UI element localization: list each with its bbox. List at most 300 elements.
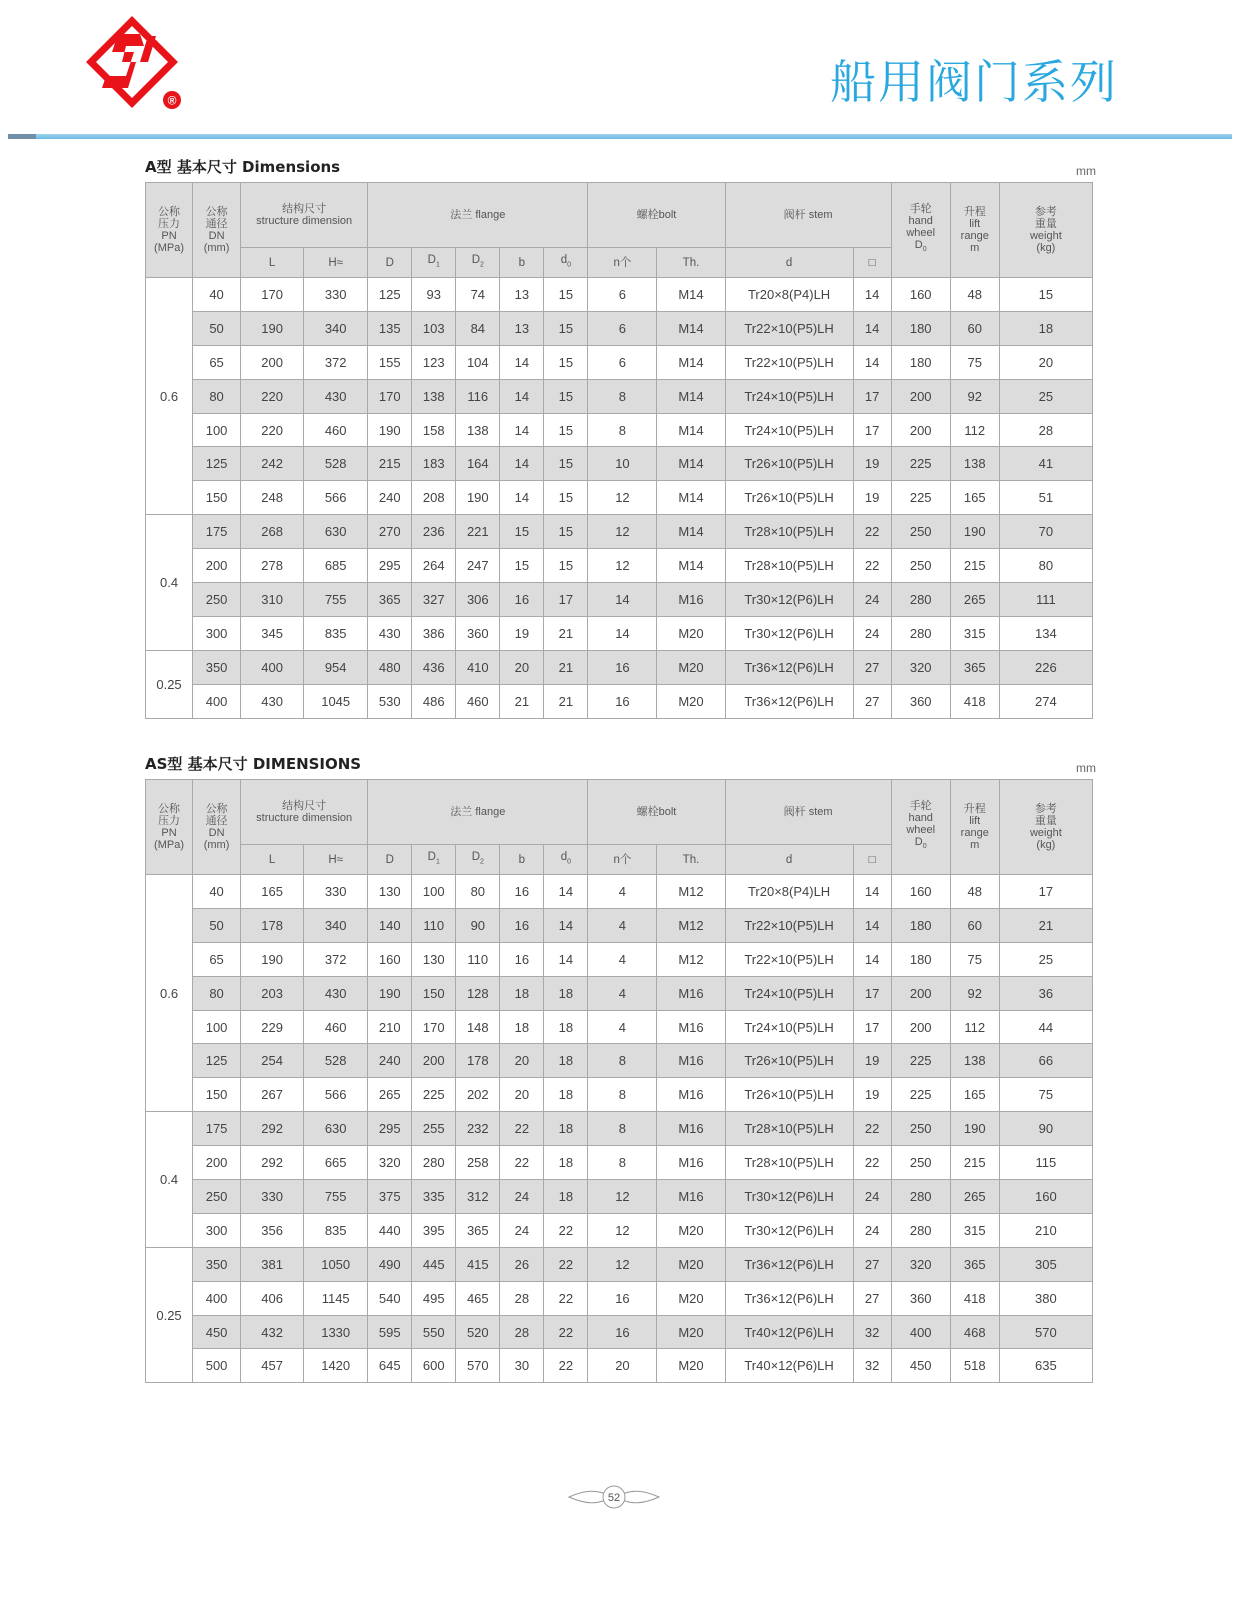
table-row <box>146 1044 1093 1078</box>
data-cell: 15 <box>544 413 588 447</box>
header-b: b <box>500 248 544 278</box>
data-cell: 365 <box>950 650 999 684</box>
data-cell: 365 <box>950 1247 999 1281</box>
data-cell: 36 <box>999 976 1092 1010</box>
data-cell: 200 <box>193 1146 241 1180</box>
data-cell: 48 <box>950 278 999 312</box>
header-pn: 公称 压力 PN (MPa) <box>146 183 193 278</box>
data-cell: 320 <box>891 1247 950 1281</box>
data-cell: Tr20×8(P4)LH <box>725 278 853 312</box>
header-bolt: 螺栓bolt <box>588 183 725 248</box>
data-cell: 40 <box>193 875 241 909</box>
data-cell: 330 <box>304 875 368 909</box>
data-cell: 22 <box>853 1112 891 1146</box>
data-cell: 305 <box>999 1247 1092 1281</box>
data-cell: 295 <box>368 549 412 583</box>
page-number: 52 <box>607 1492 621 1504</box>
data-cell: 16 <box>500 875 544 909</box>
header-D1: $D_1$ <box>412 845 456 875</box>
data-cell: Tr40×12(P6)LH <box>725 1315 853 1349</box>
header-th: Th. <box>657 248 725 278</box>
data-cell: 457 <box>241 1349 304 1383</box>
data-cell: M16 <box>657 1146 725 1180</box>
data-cell: M14 <box>657 481 725 515</box>
data-cell: 50 <box>193 908 241 942</box>
header-L: L <box>241 248 304 278</box>
data-cell: 200 <box>241 345 304 379</box>
data-cell: 150 <box>193 1078 241 1112</box>
data-cell: 80 <box>456 875 500 909</box>
data-cell: M14 <box>657 549 725 583</box>
data-cell: 381 <box>241 1247 304 1281</box>
data-cell: 14 <box>500 481 544 515</box>
data-cell: 19 <box>500 616 544 650</box>
data-cell: 14 <box>544 875 588 909</box>
data-cell: 220 <box>241 379 304 413</box>
data-cell: 26 <box>500 1247 544 1281</box>
data-cell: M14 <box>657 447 725 481</box>
data-cell: 180 <box>891 311 950 345</box>
data-cell: 160 <box>999 1180 1092 1214</box>
data-cell: 15 <box>500 549 544 583</box>
data-cell: M20 <box>657 1349 725 1383</box>
data-cell: 14 <box>500 447 544 481</box>
data-cell: 200 <box>193 549 241 583</box>
data-cell: 165 <box>950 481 999 515</box>
data-cell: 28 <box>500 1281 544 1315</box>
data-cell: 460 <box>304 1010 368 1044</box>
data-cell: 315 <box>950 1213 999 1247</box>
data-cell: 24 <box>853 616 891 650</box>
data-cell: 215 <box>368 447 412 481</box>
data-cell: 75 <box>950 345 999 379</box>
data-cell: 110 <box>412 908 456 942</box>
data-cell: 4 <box>588 942 657 976</box>
header-sq: □ <box>853 845 891 875</box>
data-cell: 75 <box>999 1078 1092 1112</box>
data-cell: 170 <box>241 278 304 312</box>
header-weight: 参考 重量 weight (kg) <box>999 780 1092 875</box>
data-cell: 84 <box>456 311 500 345</box>
data-cell: 1145 <box>304 1281 368 1315</box>
data-cell: 665 <box>304 1146 368 1180</box>
data-cell: 518 <box>950 1349 999 1383</box>
data-cell: 175 <box>193 1112 241 1146</box>
data-cell: Tr26×10(P5)LH <box>725 1044 853 1078</box>
data-cell: 16 <box>588 650 657 684</box>
data-cell: 138 <box>456 413 500 447</box>
data-cell: 300 <box>193 616 241 650</box>
data-cell: 15 <box>544 515 588 549</box>
data-cell: Tr40×12(P6)LH <box>725 1349 853 1383</box>
data-cell: 100 <box>193 413 241 447</box>
table-row <box>146 515 1093 549</box>
data-cell: 28 <box>500 1315 544 1349</box>
data-cell: 80 <box>999 549 1092 583</box>
data-cell: 350 <box>193 650 241 684</box>
data-cell: 360 <box>891 1281 950 1315</box>
data-cell: 274 <box>999 684 1092 718</box>
data-cell: 258 <box>456 1146 500 1180</box>
data-cell: 430 <box>241 684 304 718</box>
data-cell: 12 <box>588 549 657 583</box>
data-cell: 250 <box>891 515 950 549</box>
data-cell: 570 <box>456 1349 500 1383</box>
data-cell: 15 <box>544 278 588 312</box>
data-cell: 104 <box>456 345 500 379</box>
data-cell: 202 <box>456 1078 500 1112</box>
data-cell: 500 <box>193 1349 241 1383</box>
data-cell: M12 <box>657 875 725 909</box>
data-cell: Tr22×10(P5)LH <box>725 345 853 379</box>
data-cell: 530 <box>368 684 412 718</box>
data-cell: 440 <box>368 1213 412 1247</box>
data-cell: 22 <box>853 549 891 583</box>
data-cell: 8 <box>588 1146 657 1180</box>
data-cell: 465 <box>456 1281 500 1315</box>
data-cell: M20 <box>657 1281 725 1315</box>
data-cell: 19 <box>853 447 891 481</box>
data-cell: 14 <box>544 908 588 942</box>
data-cell: 140 <box>368 908 412 942</box>
table-row <box>146 976 1093 1010</box>
data-cell: 60 <box>950 908 999 942</box>
data-cell: 372 <box>304 942 368 976</box>
data-cell: Tr30×12(P6)LH <box>725 1180 853 1214</box>
data-cell: 170 <box>368 379 412 413</box>
data-cell: 112 <box>950 413 999 447</box>
header-H: H≈ <box>304 845 368 875</box>
data-cell: 24 <box>500 1213 544 1247</box>
data-cell: Tr22×10(P5)LH <box>725 908 853 942</box>
data-cell: 22 <box>853 1146 891 1180</box>
data-cell: 645 <box>368 1349 412 1383</box>
data-cell: Tr30×12(P6)LH <box>725 616 853 650</box>
table-row <box>146 650 1093 684</box>
data-cell: 248 <box>241 481 304 515</box>
data-cell: Tr36×12(P6)LH <box>725 650 853 684</box>
data-cell: 24 <box>853 1180 891 1214</box>
header-divider-accent <box>8 134 36 139</box>
data-cell: 19 <box>853 481 891 515</box>
data-cell: 18 <box>500 1010 544 1044</box>
data-cell: 410 <box>456 650 500 684</box>
data-cell: 406 <box>241 1281 304 1315</box>
data-cell: 550 <box>412 1315 456 1349</box>
data-cell: 240 <box>368 481 412 515</box>
data-cell: 450 <box>193 1315 241 1349</box>
header-dn: 公称 通径 DN (mm) <box>193 780 241 875</box>
data-cell: 10 <box>588 447 657 481</box>
table-row <box>146 684 1093 718</box>
data-cell: Tr36×12(P6)LH <box>725 1247 853 1281</box>
data-cell: 41 <box>999 447 1092 481</box>
table-row <box>146 311 1093 345</box>
data-cell: M16 <box>657 1180 725 1214</box>
data-cell: 70 <box>999 515 1092 549</box>
data-cell: 200 <box>412 1044 456 1078</box>
data-cell: 315 <box>950 616 999 650</box>
data-cell: 17 <box>853 1010 891 1044</box>
data-cell: 134 <box>999 616 1092 650</box>
data-cell: 178 <box>241 908 304 942</box>
data-cell: 450 <box>891 1349 950 1383</box>
pressure-cell: 0.4 <box>146 515 193 651</box>
header-dn: 公称 通径 DN (mm) <box>193 183 241 278</box>
data-cell: 430 <box>368 616 412 650</box>
table-row <box>146 1180 1093 1214</box>
data-cell: Tr26×10(P5)LH <box>725 447 853 481</box>
data-cell: 400 <box>193 1281 241 1315</box>
header-D2: $D_2$ <box>456 248 500 278</box>
data-cell: 203 <box>241 976 304 1010</box>
data-cell: 490 <box>368 1247 412 1281</box>
header-D1: $D_1$ <box>412 248 456 278</box>
data-cell: 17 <box>999 875 1092 909</box>
pressure-cell: 0.4 <box>146 1112 193 1248</box>
data-cell: 22 <box>544 1315 588 1349</box>
data-cell: 170 <box>412 1010 456 1044</box>
data-cell: 20 <box>500 1044 544 1078</box>
header-D: D <box>368 845 412 875</box>
data-cell: 20 <box>500 1078 544 1112</box>
data-cell: 436 <box>412 650 456 684</box>
data-cell: 28 <box>999 413 1092 447</box>
data-cell: 175 <box>193 515 241 549</box>
data-cell: 12 <box>588 1180 657 1214</box>
data-cell: 18 <box>544 1112 588 1146</box>
table-a-title: A型 基本尺寸 Dimensions <box>145 158 341 176</box>
data-cell: 148 <box>456 1010 500 1044</box>
data-cell: Tr30×12(P6)LH <box>725 583 853 617</box>
data-cell: 16 <box>500 583 544 617</box>
data-cell: 335 <box>412 1180 456 1214</box>
header-D: D <box>368 248 412 278</box>
data-cell: M20 <box>657 684 725 718</box>
data-cell: 138 <box>412 379 456 413</box>
data-cell: 14 <box>500 413 544 447</box>
data-cell: 160 <box>891 278 950 312</box>
table-as-unit: mm <box>1076 761 1096 775</box>
data-cell: 365 <box>368 583 412 617</box>
table-row <box>146 1281 1093 1315</box>
data-cell: 221 <box>456 515 500 549</box>
data-cell: 27 <box>853 650 891 684</box>
data-cell: 268 <box>241 515 304 549</box>
data-cell: 570 <box>999 1315 1092 1349</box>
data-cell: 240 <box>368 1044 412 1078</box>
data-cell: 685 <box>304 549 368 583</box>
data-cell: 13 <box>500 311 544 345</box>
data-cell: M14 <box>657 311 725 345</box>
data-cell: 75 <box>950 942 999 976</box>
data-cell: 365 <box>456 1213 500 1247</box>
data-cell: 12 <box>588 1213 657 1247</box>
pressure-cell: 0.6 <box>146 278 193 515</box>
data-cell: 115 <box>999 1146 1092 1180</box>
data-cell: 306 <box>456 583 500 617</box>
data-cell: M14 <box>657 515 725 549</box>
table-row <box>146 1112 1093 1146</box>
data-cell: 65 <box>193 345 241 379</box>
data-cell: 16 <box>588 1315 657 1349</box>
data-cell: 138 <box>950 1044 999 1078</box>
data-cell: 220 <box>241 413 304 447</box>
data-cell: 19 <box>853 1078 891 1112</box>
table-row <box>146 1010 1093 1044</box>
data-cell: 292 <box>241 1146 304 1180</box>
data-cell: 15 <box>544 345 588 379</box>
data-cell: 280 <box>891 616 950 650</box>
data-cell: 160 <box>368 942 412 976</box>
data-cell: 255 <box>412 1112 456 1146</box>
data-cell: Tr36×12(P6)LH <box>725 1281 853 1315</box>
data-cell: 190 <box>241 311 304 345</box>
data-cell: 190 <box>950 1112 999 1146</box>
data-cell: 264 <box>412 549 456 583</box>
data-cell: 1050 <box>304 1247 368 1281</box>
data-cell: M14 <box>657 345 725 379</box>
data-cell: 13 <box>500 278 544 312</box>
data-cell: 372 <box>304 345 368 379</box>
header-hand: 手轮 hand wheel $D_0$ <box>891 183 950 278</box>
header-d0: $d_0$ <box>544 248 588 278</box>
data-cell: 835 <box>304 1213 368 1247</box>
table-row <box>146 447 1093 481</box>
data-cell: 1330 <box>304 1315 368 1349</box>
data-cell: 600 <box>412 1349 456 1383</box>
data-cell: 32 <box>853 1315 891 1349</box>
data-cell: 90 <box>999 1112 1092 1146</box>
header-d: d <box>725 248 853 278</box>
header-th: Th. <box>657 845 725 875</box>
data-cell: 320 <box>891 650 950 684</box>
data-cell: 278 <box>241 549 304 583</box>
data-cell: 15 <box>500 515 544 549</box>
data-cell: 183 <box>412 447 456 481</box>
data-cell: 15 <box>544 549 588 583</box>
data-cell: 21 <box>544 684 588 718</box>
data-cell: M20 <box>657 616 725 650</box>
header-hand: 手轮 hand wheel $D_0$ <box>891 780 950 875</box>
data-cell: Tr28×10(P5)LH <box>725 1112 853 1146</box>
data-cell: 432 <box>241 1315 304 1349</box>
data-cell: 130 <box>368 875 412 909</box>
data-cell: 954 <box>304 650 368 684</box>
data-cell: 386 <box>412 616 456 650</box>
header-structure: 结构尺寸 structure dimension <box>241 780 368 845</box>
data-cell: 180 <box>891 345 950 379</box>
data-cell: Tr24×10(P5)LH <box>725 976 853 1010</box>
data-cell: 15 <box>544 447 588 481</box>
data-cell: 190 <box>368 413 412 447</box>
header-n: n个 <box>588 845 657 875</box>
data-cell: 225 <box>891 481 950 515</box>
data-cell: Tr24×10(P5)LH <box>725 413 853 447</box>
data-cell: Tr24×10(P5)LH <box>725 379 853 413</box>
data-cell: 400 <box>891 1315 950 1349</box>
data-cell: 15 <box>544 481 588 515</box>
data-cell: 356 <box>241 1213 304 1247</box>
data-cell: 595 <box>368 1315 412 1349</box>
data-cell: 24 <box>500 1180 544 1214</box>
data-cell: 14 <box>853 311 891 345</box>
data-cell: 17 <box>544 583 588 617</box>
data-cell: Tr26×10(P5)LH <box>725 481 853 515</box>
data-cell: 16 <box>500 942 544 976</box>
table-row <box>146 1315 1093 1349</box>
data-cell: M12 <box>657 908 725 942</box>
data-cell: 22 <box>544 1349 588 1383</box>
data-cell: 375 <box>368 1180 412 1214</box>
data-cell: 15 <box>544 311 588 345</box>
data-cell: 22 <box>544 1213 588 1247</box>
data-cell: 15 <box>999 278 1092 312</box>
data-cell: Tr22×10(P5)LH <box>725 942 853 976</box>
data-cell: 250 <box>193 583 241 617</box>
registered-mark: ® <box>167 93 177 108</box>
table-row <box>146 908 1093 942</box>
data-cell: 380 <box>999 1281 1092 1315</box>
data-cell: 14 <box>853 278 891 312</box>
data-cell: 18 <box>544 1044 588 1078</box>
data-cell: 265 <box>950 583 999 617</box>
data-cell: M16 <box>657 1044 725 1078</box>
header-pn: 公称 压力 PN (MPa) <box>146 780 193 875</box>
data-cell: 340 <box>304 908 368 942</box>
data-cell: 265 <box>950 1180 999 1214</box>
data-cell: 40 <box>193 278 241 312</box>
data-cell: 292 <box>241 1112 304 1146</box>
header-D2: $D_2$ <box>456 845 500 875</box>
header-flange: 法兰 flange <box>368 780 588 845</box>
data-cell: 200 <box>891 976 950 1010</box>
data-cell: 27 <box>853 684 891 718</box>
table-row <box>146 1146 1093 1180</box>
data-cell: 65 <box>193 942 241 976</box>
data-cell: 24 <box>853 583 891 617</box>
data-cell: 430 <box>304 976 368 1010</box>
data-cell: M14 <box>657 413 725 447</box>
data-cell: 24 <box>853 1213 891 1247</box>
data-cell: 418 <box>950 684 999 718</box>
header-n: n个 <box>588 248 657 278</box>
data-cell: 295 <box>368 1112 412 1146</box>
table-row <box>146 549 1093 583</box>
data-cell: 90 <box>456 908 500 942</box>
data-cell: 150 <box>193 481 241 515</box>
data-cell: 18 <box>544 1146 588 1180</box>
data-cell: 190 <box>456 481 500 515</box>
data-cell: Tr26×10(P5)LH <box>725 1078 853 1112</box>
data-cell: 280 <box>891 583 950 617</box>
data-cell: 242 <box>241 447 304 481</box>
data-cell: 16 <box>500 908 544 942</box>
data-cell: M16 <box>657 1010 725 1044</box>
data-cell: 17 <box>853 379 891 413</box>
data-cell: 630 <box>304 1112 368 1146</box>
data-cell: Tr36×12(P6)LH <box>725 684 853 718</box>
data-cell: 225 <box>891 447 950 481</box>
data-cell: 635 <box>999 1349 1092 1383</box>
data-cell: 528 <box>304 447 368 481</box>
data-cell: 8 <box>588 379 657 413</box>
data-cell: 150 <box>412 976 456 1010</box>
data-cell: 495 <box>412 1281 456 1315</box>
data-cell: 27 <box>853 1247 891 1281</box>
data-cell: 200 <box>891 413 950 447</box>
data-cell: 327 <box>412 583 456 617</box>
